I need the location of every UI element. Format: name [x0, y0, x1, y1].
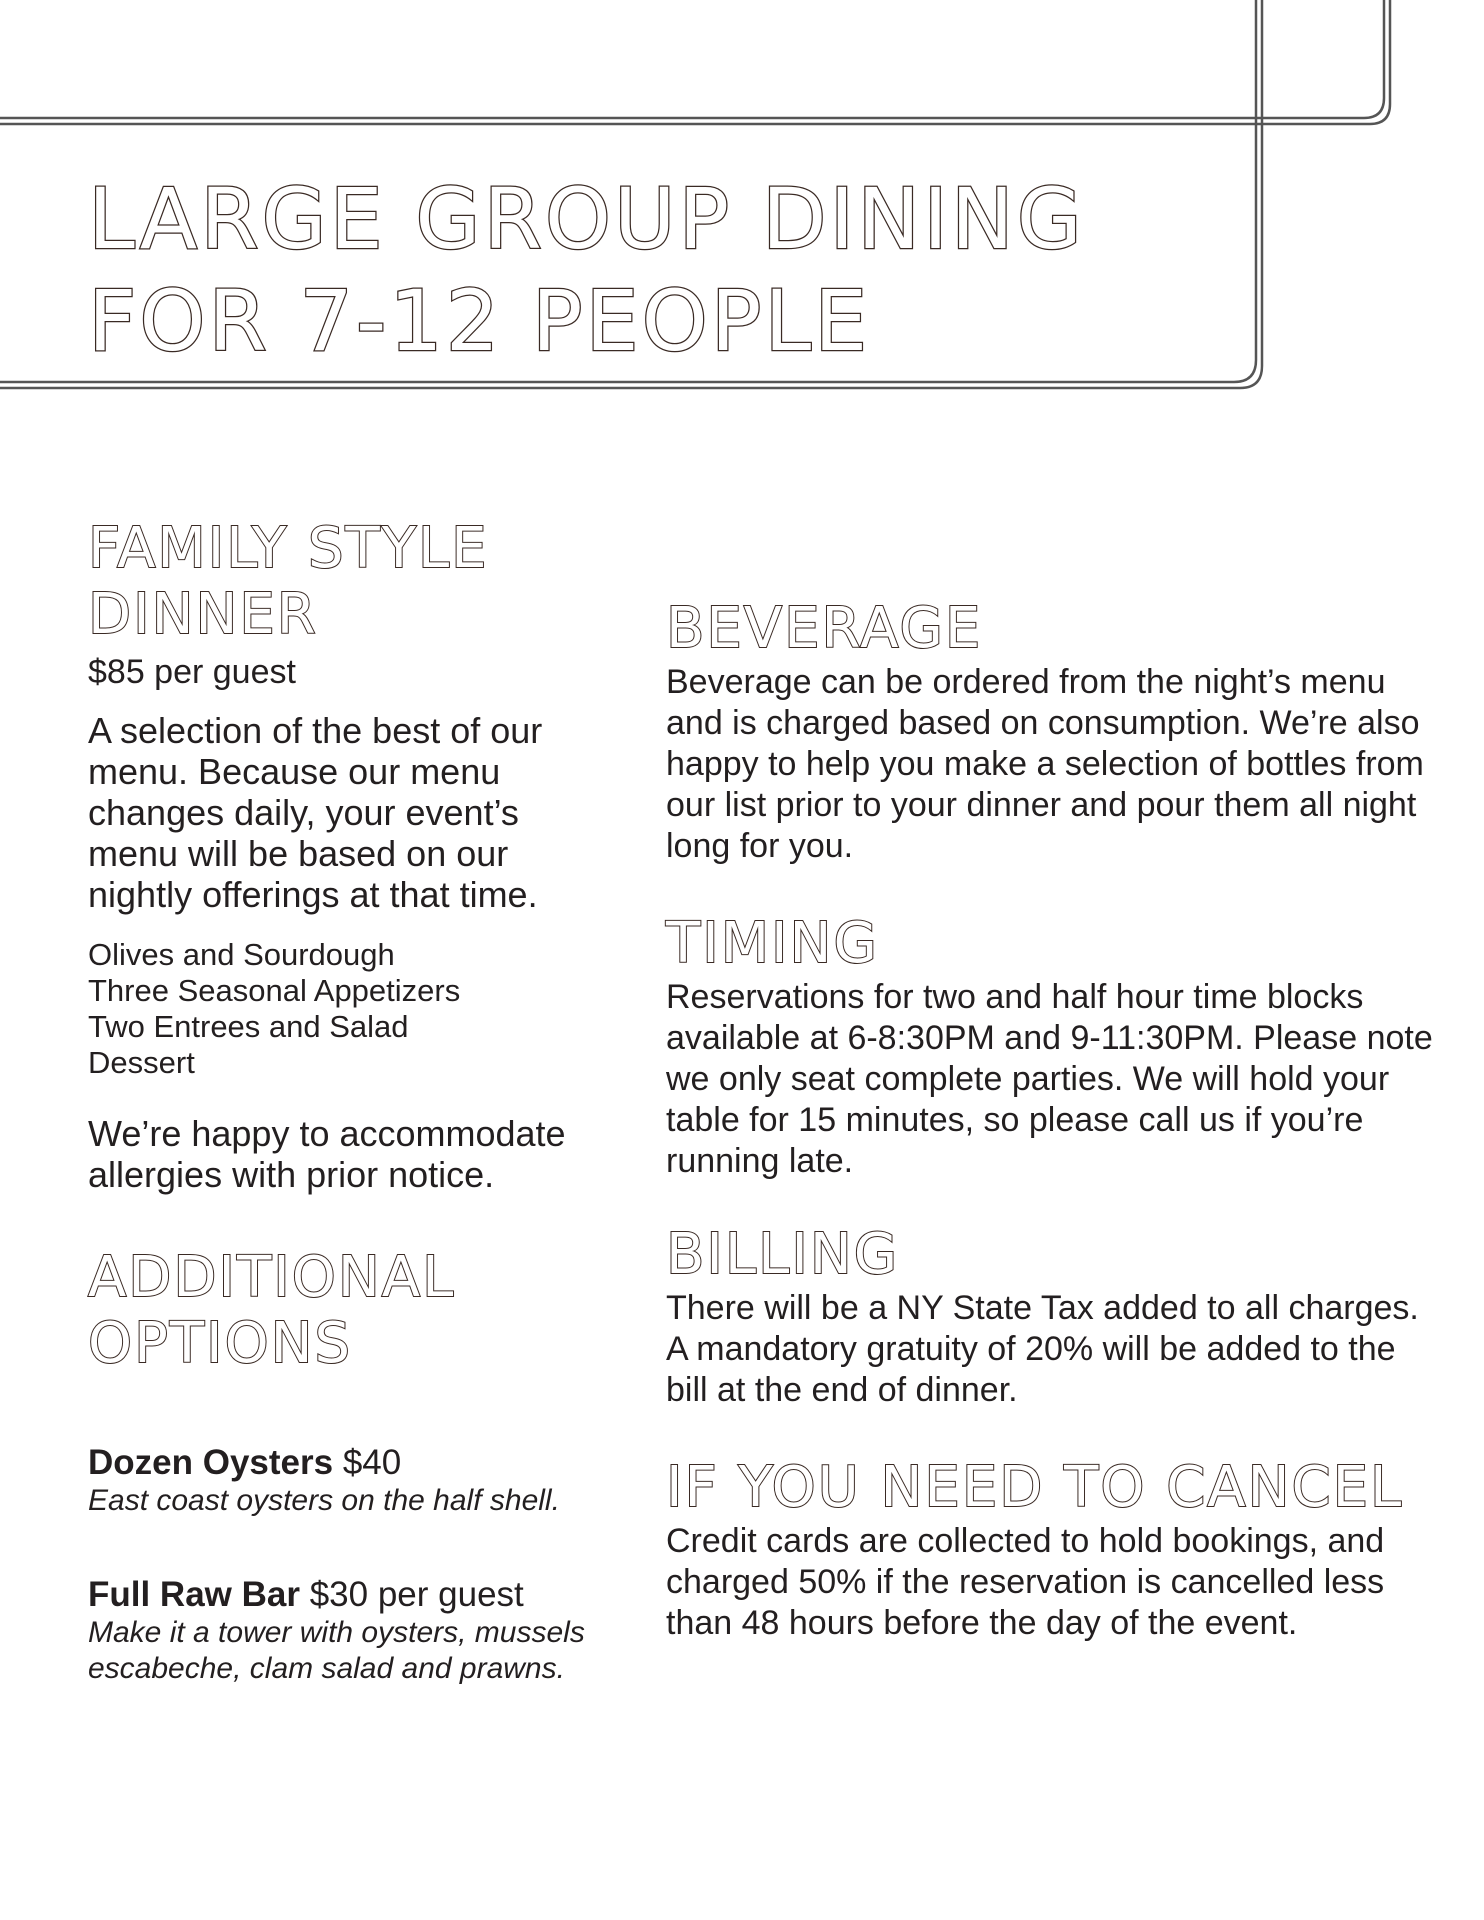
option-item-price: $40	[342, 1443, 402, 1482]
additional-options-heading	[88, 1245, 608, 1377]
additional-options-heading-line2: OPTIONS	[88, 1311, 353, 1376]
additional-options-section	[88, 1245, 608, 1687]
family-style-heading	[88, 516, 608, 648]
timing-text: Reservations for two and half hour time blocks available at 6-8:30PM and 9-11:30PM. Please note we only seat complete parties. We will hold your table for 15 minutes, so please call us if you’re running late.	[666, 978, 1433, 1180]
family-style-heading-line2: DINNER	[88, 582, 318, 647]
course-item: Dessert	[88, 1045, 195, 1080]
course-item: Olives and Sourdough	[88, 937, 395, 972]
cancel-section	[666, 1455, 1446, 1644]
page-title-line1: LARGE GROUP DINING	[88, 170, 1085, 268]
billing-section	[666, 1222, 1446, 1411]
family-style-description: A selection of the best of our menu. Because our menu changes daily, your event’s menu will be based on our nightly offerings at that time.	[88, 710, 543, 915]
additional-options-heading-line1: ADDITIONAL	[88, 1245, 456, 1310]
course-item: Three Seasonal Appetizers	[88, 973, 461, 1008]
beverage-heading: BEVERAGE	[666, 596, 983, 661]
timing-heading: TIMING	[666, 911, 879, 976]
cancel-text: Credit cards are collected to hold bookings, and charged 50% if the reservation is cancelled less than 48 hours before the day of the event.	[666, 1522, 1385, 1642]
frame-top-inner	[0, 0, 1384, 118]
frame-top-outer	[0, 0, 1390, 124]
course-item: Two Entrees and Salad	[88, 1009, 409, 1044]
billing-heading: BILLING	[666, 1222, 900, 1287]
allergy-note: We’re happy to accommodate allergies with prior notice.	[88, 1113, 566, 1195]
page-title	[88, 168, 1085, 372]
option-item-title	[88, 1443, 608, 1483]
option-item	[88, 1443, 608, 1519]
option-item-description: East coast oysters on the half shell.	[88, 1484, 560, 1517]
family-style-heading-line1: FAMILY STYLE	[88, 516, 489, 581]
beverage-text: Beverage can be ordered from the night’s menu and is charged based on consumption. We’re also happy to help you make a selection of bottles from our list prior to your dinner and pour them all night long for you.	[666, 663, 1424, 865]
page-title-line2: FOR 7-12 PEOPLE	[88, 272, 871, 370]
option-item-name: Full Raw Bar	[88, 1575, 300, 1614]
left-column	[88, 516, 608, 1687]
beverage-section	[666, 596, 1446, 867]
option-item	[88, 1575, 608, 1687]
family-style-price: $85 per guest	[88, 653, 296, 691]
right-column	[666, 596, 1446, 1672]
cancel-heading: IF YOU NEED TO CANCEL	[666, 1455, 1404, 1520]
option-item-name: Dozen Oysters	[88, 1443, 334, 1482]
family-style-section	[88, 516, 608, 1195]
timing-section	[666, 911, 1446, 1182]
billing-text: There will be a NY State Tax added to all charges. A mandatory gratuity of 20% will be added to the bill at the end of dinner.	[666, 1289, 1419, 1409]
option-item-description: Make it a tower with oysters, mussels escabeche, clam salad and prawns.	[88, 1616, 585, 1685]
course-list	[88, 937, 608, 1081]
option-item-price: $30 per guest	[309, 1575, 524, 1614]
option-item-title	[88, 1575, 608, 1615]
